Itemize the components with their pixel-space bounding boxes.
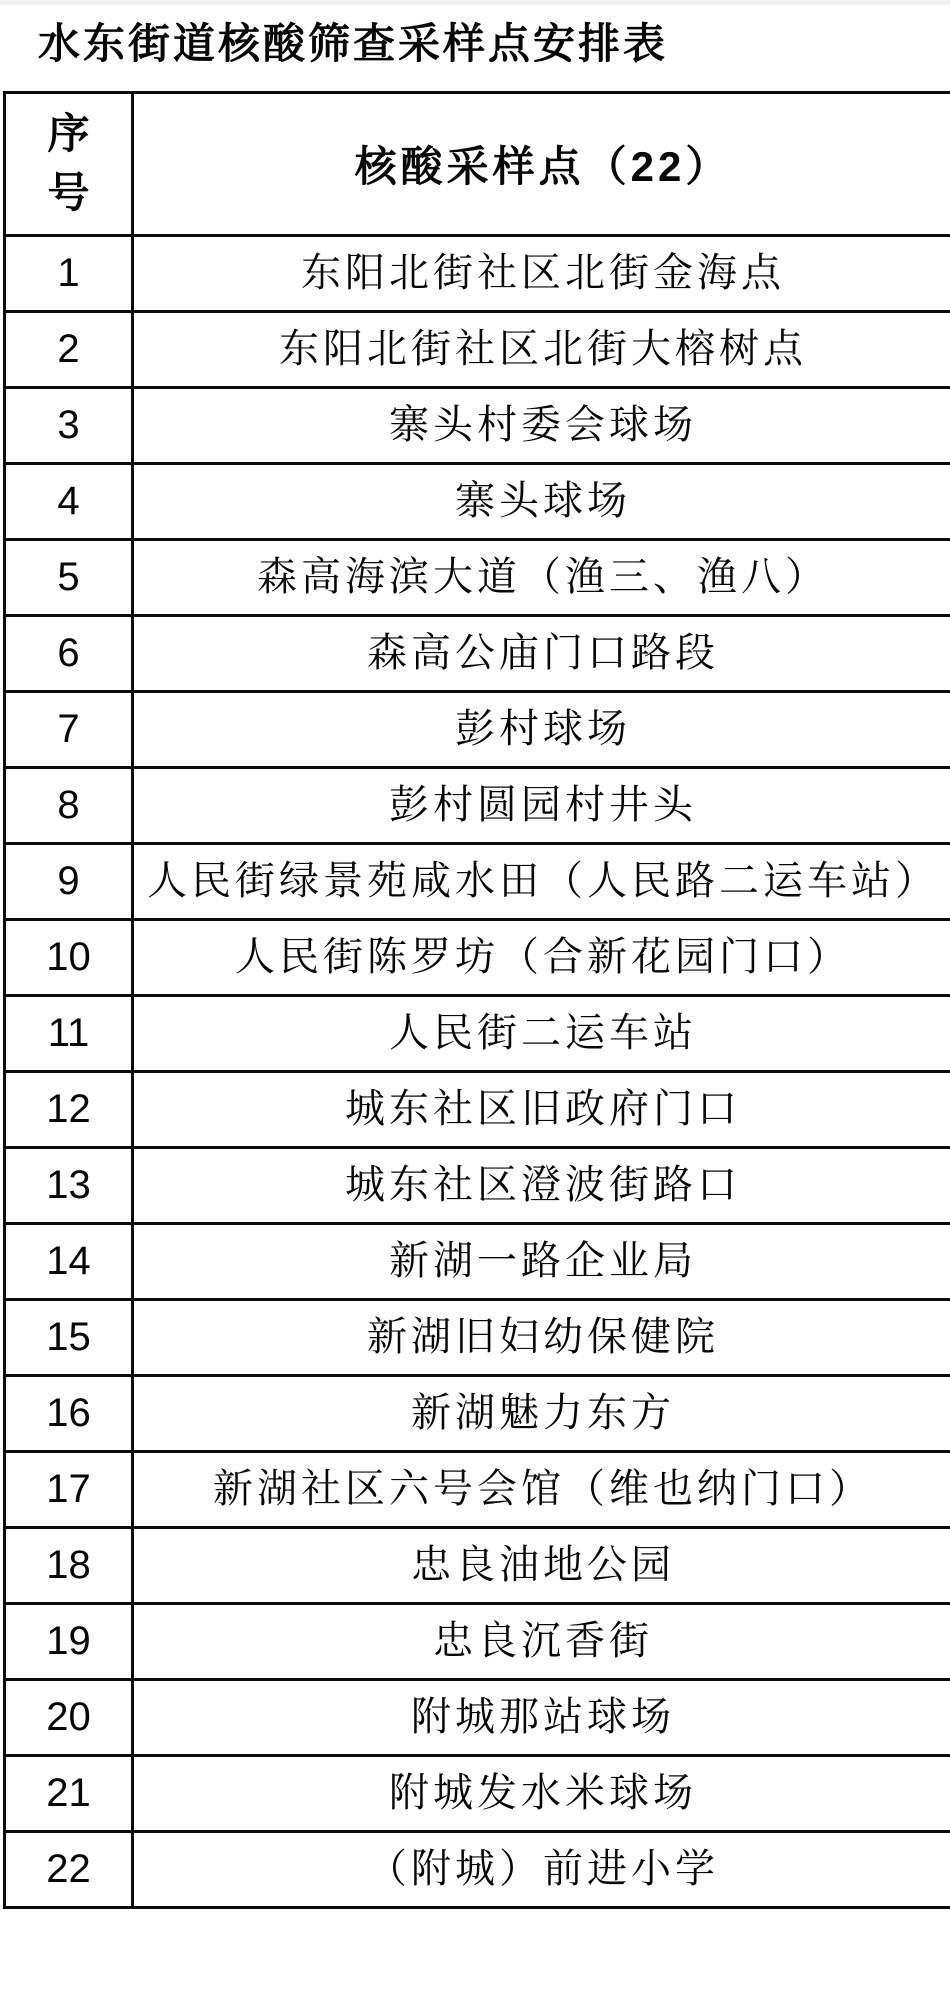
header-index-cell <box>5 93 133 236</box>
row-number-cell: 22 <box>5 1832 133 1908</box>
row-number-cell: 19 <box>5 1604 133 1680</box>
row-site-cell: 忠良沉香街 <box>133 1604 950 1680</box>
sampling-table-head <box>5 93 950 236</box>
row-site-cell: 城东社区澄波街路口 <box>133 1148 950 1224</box>
header-site-cell: 核酸采样点（22） <box>133 93 950 236</box>
row-site-cell: 城东社区旧政府门口 <box>133 1072 950 1148</box>
table-row <box>5 692 950 768</box>
table-row <box>5 768 950 844</box>
row-number-cell: 6 <box>5 616 133 692</box>
row-number-cell: 18 <box>5 1528 133 1604</box>
row-site-cell: 彭村圆园村井头 <box>133 768 950 844</box>
row-site-cell: 附城发水米球场 <box>133 1756 950 1832</box>
row-site-cell: 彭村球场 <box>133 692 950 768</box>
table-row <box>5 1300 950 1376</box>
row-number-cell: 3 <box>5 388 133 464</box>
row-number-cell: 10 <box>5 920 133 996</box>
row-number-cell: 11 <box>5 996 133 1072</box>
row-number-cell: 9 <box>5 844 133 920</box>
table-row <box>5 1832 950 1908</box>
row-site-cell: 森高公庙门口路段 <box>133 616 950 692</box>
row-number-cell: 5 <box>5 540 133 616</box>
table-row <box>5 1756 950 1832</box>
row-site-cell: 人民街陈罗坊（合新花园门口） <box>133 920 950 996</box>
table-row <box>5 1072 950 1148</box>
row-site-cell: 新湖社区六号会馆（维也纳门口） <box>133 1452 950 1528</box>
table-row <box>5 1452 950 1528</box>
page-title: 水东街道核酸筛查采样点安排表 <box>38 20 669 67</box>
row-site-cell: 森高海滨大道（渔三、渔八） <box>133 540 950 616</box>
table-row <box>5 236 950 312</box>
table-row <box>5 388 950 464</box>
header-row <box>5 93 950 236</box>
row-number-cell: 15 <box>5 1300 133 1376</box>
row-number-cell: 20 <box>5 1680 133 1756</box>
table-row <box>5 312 950 388</box>
row-site-cell: 东阳北街社区北街金海点 <box>133 236 950 312</box>
row-number-cell: 17 <box>5 1452 133 1528</box>
row-site-cell: 新湖魅力东方 <box>133 1376 950 1452</box>
table-row <box>5 1148 950 1224</box>
row-number-cell: 12 <box>5 1072 133 1148</box>
row-number-cell: 21 <box>5 1756 133 1832</box>
row-number-cell: 16 <box>5 1376 133 1452</box>
top-edge-strip <box>0 0 950 5</box>
sampling-table-body <box>5 236 950 1908</box>
row-site-cell: 新湖一路企业局 <box>133 1224 950 1300</box>
table-row <box>5 1376 950 1452</box>
row-number-cell: 4 <box>5 464 133 540</box>
row-number-cell: 2 <box>5 312 133 388</box>
table-row <box>5 464 950 540</box>
row-number-cell: 14 <box>5 1224 133 1300</box>
table-row <box>5 844 950 920</box>
table-row <box>5 1604 950 1680</box>
sampling-table <box>3 91 950 1909</box>
row-site-cell: （附城）前进小学 <box>133 1832 950 1908</box>
row-number-cell: 1 <box>5 236 133 312</box>
row-number-cell: 7 <box>5 692 133 768</box>
table-row <box>5 616 950 692</box>
row-site-cell: 新湖旧妇幼保健院 <box>133 1300 950 1376</box>
row-site-cell: 寨头球场 <box>133 464 950 540</box>
table-row <box>5 1528 950 1604</box>
table-row <box>5 540 950 616</box>
row-number-cell: 13 <box>5 1148 133 1224</box>
row-number-cell: 8 <box>5 768 133 844</box>
row-site-cell: 人民街二运车站 <box>133 996 950 1072</box>
row-site-cell: 忠良油地公园 <box>133 1528 950 1604</box>
table-row <box>5 1680 950 1756</box>
table-row <box>5 1224 950 1300</box>
row-site-cell: 寨头村委会球场 <box>133 388 950 464</box>
header-index-label: 序号 <box>47 110 90 216</box>
table-row <box>5 996 950 1072</box>
row-site-cell: 附城那站球场 <box>133 1680 950 1756</box>
row-site-cell: 东阳北街社区北街大榕树点 <box>133 312 950 388</box>
row-site-cell: 人民街绿景苑咸水田（人民路二运车站） <box>133 844 950 920</box>
table-row <box>5 920 950 996</box>
